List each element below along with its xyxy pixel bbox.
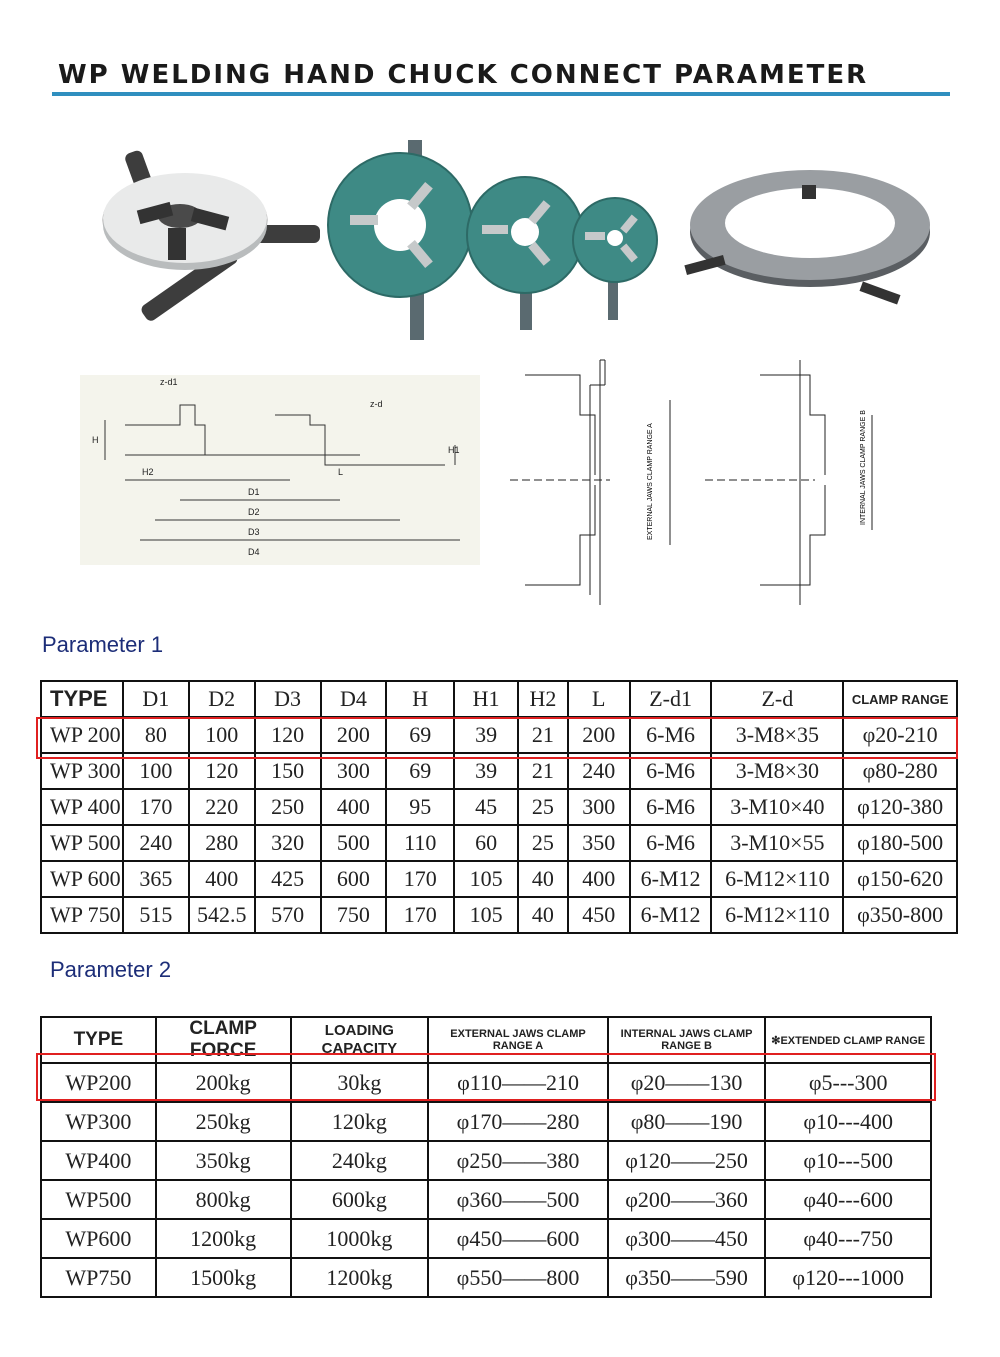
header-cell: TYPE [41, 1017, 156, 1063]
green-chucks-photo [328, 140, 657, 340]
label-d2: D2 [248, 507, 260, 517]
table-cell: 6-M12×110 [711, 897, 843, 933]
table-cell: 25 [518, 789, 568, 825]
table-cell: φ550——800 [428, 1258, 608, 1297]
table-cell: 69 [386, 717, 454, 753]
label-h2: H2 [142, 467, 154, 477]
header-cell: D4 [321, 681, 387, 717]
external-range-label: EXTERNAL JAWS CLAMP RANGE A [647, 423, 654, 540]
table-cell: 365 [123, 861, 189, 897]
header-cell: LOADING CAPACITY [291, 1017, 429, 1063]
table-cell: 60 [454, 825, 518, 861]
table-cell: φ450——600 [428, 1219, 608, 1258]
table-cell: 600 [321, 861, 387, 897]
table-cell: 1200kg [291, 1258, 429, 1297]
table-cell: φ10---500 [765, 1141, 931, 1180]
table-cell: 350kg [156, 1141, 291, 1180]
table-cell: 40 [518, 897, 568, 933]
table-cell: 425 [255, 861, 321, 897]
table-cell: 39 [454, 717, 518, 753]
table-cell: 6-M12×110 [711, 861, 843, 897]
header-cell: CLAMP RANGE [843, 681, 957, 717]
table-cell: φ300——450 [608, 1219, 766, 1258]
table-cell: 200 [568, 717, 630, 753]
label-h: H [92, 435, 99, 445]
internal-jaws-drawing [705, 360, 872, 605]
table-cell: 240 [568, 753, 630, 789]
table-cell: 450 [568, 897, 630, 933]
table-cell: φ120---1000 [765, 1258, 931, 1297]
table-row [41, 861, 957, 897]
header-cell: Z-d [711, 681, 843, 717]
table-cell: 105 [454, 897, 518, 933]
header-cell: L [568, 681, 630, 717]
internal-range-label: INTERNAL JAWS CLAMP RANGE B [860, 410, 867, 525]
table-cell: φ180-500 [843, 825, 957, 861]
table-cell: 280 [189, 825, 255, 861]
table-row [41, 1102, 931, 1141]
header-cell: H1 [454, 681, 518, 717]
section-drawing-bg [80, 375, 480, 565]
label-zd1: z-d1 [160, 377, 178, 387]
table-cell: φ360——500 [428, 1180, 608, 1219]
table-cell: 200kg [156, 1063, 291, 1102]
section-heading-parameter-1: Parameter 1 [42, 632, 164, 657]
table-cell: 170 [386, 861, 454, 897]
table-cell: 570 [255, 897, 321, 933]
table-cell: WP400 [41, 1141, 156, 1180]
label-d1: D1 [248, 487, 260, 497]
header-cell: ✻EXTENDED CLAMP RANGE [765, 1017, 931, 1063]
table-cell: 240kg [291, 1141, 429, 1180]
table-cell: WP 600 [41, 861, 123, 897]
table-row [41, 825, 957, 861]
table-cell: 500 [321, 825, 387, 861]
table-cell: 800kg [156, 1180, 291, 1219]
header-cell: INTERNAL JAWS CLAMP RANGE B [608, 1017, 766, 1063]
table-cell: 1500kg [156, 1258, 291, 1297]
table-cell: 250kg [156, 1102, 291, 1141]
header-cell: H [386, 681, 454, 717]
table-cell: 30kg [291, 1063, 429, 1102]
table-cell: 170 [123, 789, 189, 825]
section-heading-parameter-2: Parameter 2 [50, 957, 172, 982]
table-row [41, 1180, 931, 1219]
table-row [41, 789, 957, 825]
table-cell: WP 750 [41, 897, 123, 933]
header-cell: H2 [518, 681, 568, 717]
header-cell: Z-d1 [630, 681, 712, 717]
table-cell: 6-M6 [630, 753, 712, 789]
table-cell: φ5---300 [765, 1063, 931, 1102]
table-cell: WP 400 [41, 789, 123, 825]
table-cell: 170 [386, 897, 454, 933]
table-cell: φ80-280 [843, 753, 957, 789]
table-row [41, 1141, 931, 1180]
label-zd: z-d [370, 399, 383, 409]
header-cell: D1 [123, 681, 189, 717]
table-header-row [41, 681, 957, 717]
table-cell: WP 500 [41, 825, 123, 861]
table-cell: WP200 [41, 1063, 156, 1102]
table-cell: φ120——250 [608, 1141, 766, 1180]
table-cell: 3-M10×55 [711, 825, 843, 861]
table-cell: φ20——130 [608, 1063, 766, 1102]
table-cell: 6-M6 [630, 825, 712, 861]
table-cell: 6-M6 [630, 717, 712, 753]
header-cell: CLAMP FORCE [156, 1017, 291, 1063]
highlight-wp200-row-2 [36, 1053, 936, 1101]
table-cell: 1000kg [291, 1219, 429, 1258]
table-cell: 100 [189, 717, 255, 753]
ring-chuck-photo [684, 170, 930, 305]
table-row [41, 1219, 931, 1258]
table-cell: 105 [454, 861, 518, 897]
table-cell: 120kg [291, 1102, 429, 1141]
table-cell: 6-M6 [630, 789, 712, 825]
table-cell: WP750 [41, 1258, 156, 1297]
header-cell: D2 [189, 681, 255, 717]
table-cell: φ250——380 [428, 1141, 608, 1180]
table-cell: 110 [386, 825, 454, 861]
table-cell: 250 [255, 789, 321, 825]
technical-drawings [80, 355, 940, 610]
label-d3: D3 [248, 527, 260, 537]
table-cell: 400 [568, 861, 630, 897]
table-cell: 350 [568, 825, 630, 861]
table-cell: 400 [189, 861, 255, 897]
table-cell: WP 300 [41, 753, 123, 789]
table-cell: WP 200 [41, 717, 123, 753]
table-cell: 3-M8×30 [711, 753, 843, 789]
label-h1: H1 [448, 445, 460, 455]
table-cell: φ120-380 [843, 789, 957, 825]
table-cell: φ40---750 [765, 1219, 931, 1258]
table-cell: WP600 [41, 1219, 156, 1258]
page-title: WP WELDING HAND CHUCK CONNECT PARAMETER [58, 60, 869, 90]
title-underline [52, 92, 950, 96]
white-chuck-photo [103, 149, 320, 323]
table-cell: φ150-620 [843, 861, 957, 897]
table-cell: 400 [321, 789, 387, 825]
table-cell: φ20-210 [843, 717, 957, 753]
table-cell: φ110——210 [428, 1063, 608, 1102]
table-row [41, 1258, 931, 1297]
product-photos [80, 120, 940, 360]
highlight-wp200-row-1 [36, 717, 958, 759]
table-cell: 39 [454, 753, 518, 789]
table-cell: φ350-800 [843, 897, 957, 933]
table-row [41, 897, 957, 933]
table-cell: φ350——590 [608, 1258, 766, 1297]
table-cell: 80 [123, 717, 189, 753]
table-cell: 120 [189, 753, 255, 789]
table-cell: 45 [454, 789, 518, 825]
table-cell: φ80——190 [608, 1102, 766, 1141]
table-cell: 200 [321, 717, 387, 753]
header-cell: D3 [255, 681, 321, 717]
table-cell: 320 [255, 825, 321, 861]
table-cell: 300 [321, 753, 387, 789]
table-cell: 120 [255, 717, 321, 753]
table-cell: 150 [255, 753, 321, 789]
table-cell: 95 [386, 789, 454, 825]
table-cell: 240 [123, 825, 189, 861]
table-cell: WP300 [41, 1102, 156, 1141]
table-cell: WP500 [41, 1180, 156, 1219]
header-cell: EXTERNAL JAWS CLAMP RANGE A [428, 1017, 608, 1063]
table-cell: 21 [518, 717, 568, 753]
table-cell: 515 [123, 897, 189, 933]
table-cell: 750 [321, 897, 387, 933]
table-cell: 40 [518, 861, 568, 897]
table-cell: 542.5 [189, 897, 255, 933]
table-cell: 300 [568, 789, 630, 825]
table-cell: 69 [386, 753, 454, 789]
table-cell: φ10---400 [765, 1102, 931, 1141]
table-cell: 21 [518, 753, 568, 789]
table-cell: 3-M8×35 [711, 717, 843, 753]
label-d4: D4 [248, 547, 260, 557]
table-cell: φ170——280 [428, 1102, 608, 1141]
table-cell: 25 [518, 825, 568, 861]
external-jaws-drawing [510, 360, 670, 605]
table-cell: 100 [123, 753, 189, 789]
header-cell: TYPE [41, 681, 123, 717]
table-cell: 600kg [291, 1180, 429, 1219]
table-cell: 3-M10×40 [711, 789, 843, 825]
label-l: L [338, 467, 344, 477]
table-cell: 6-M12 [630, 861, 712, 897]
table-cell: 6-M12 [630, 897, 712, 933]
table-cell: φ40---600 [765, 1180, 931, 1219]
table-cell: φ200——360 [608, 1180, 766, 1219]
table-cell: 1200kg [156, 1219, 291, 1258]
table-cell: 220 [189, 789, 255, 825]
